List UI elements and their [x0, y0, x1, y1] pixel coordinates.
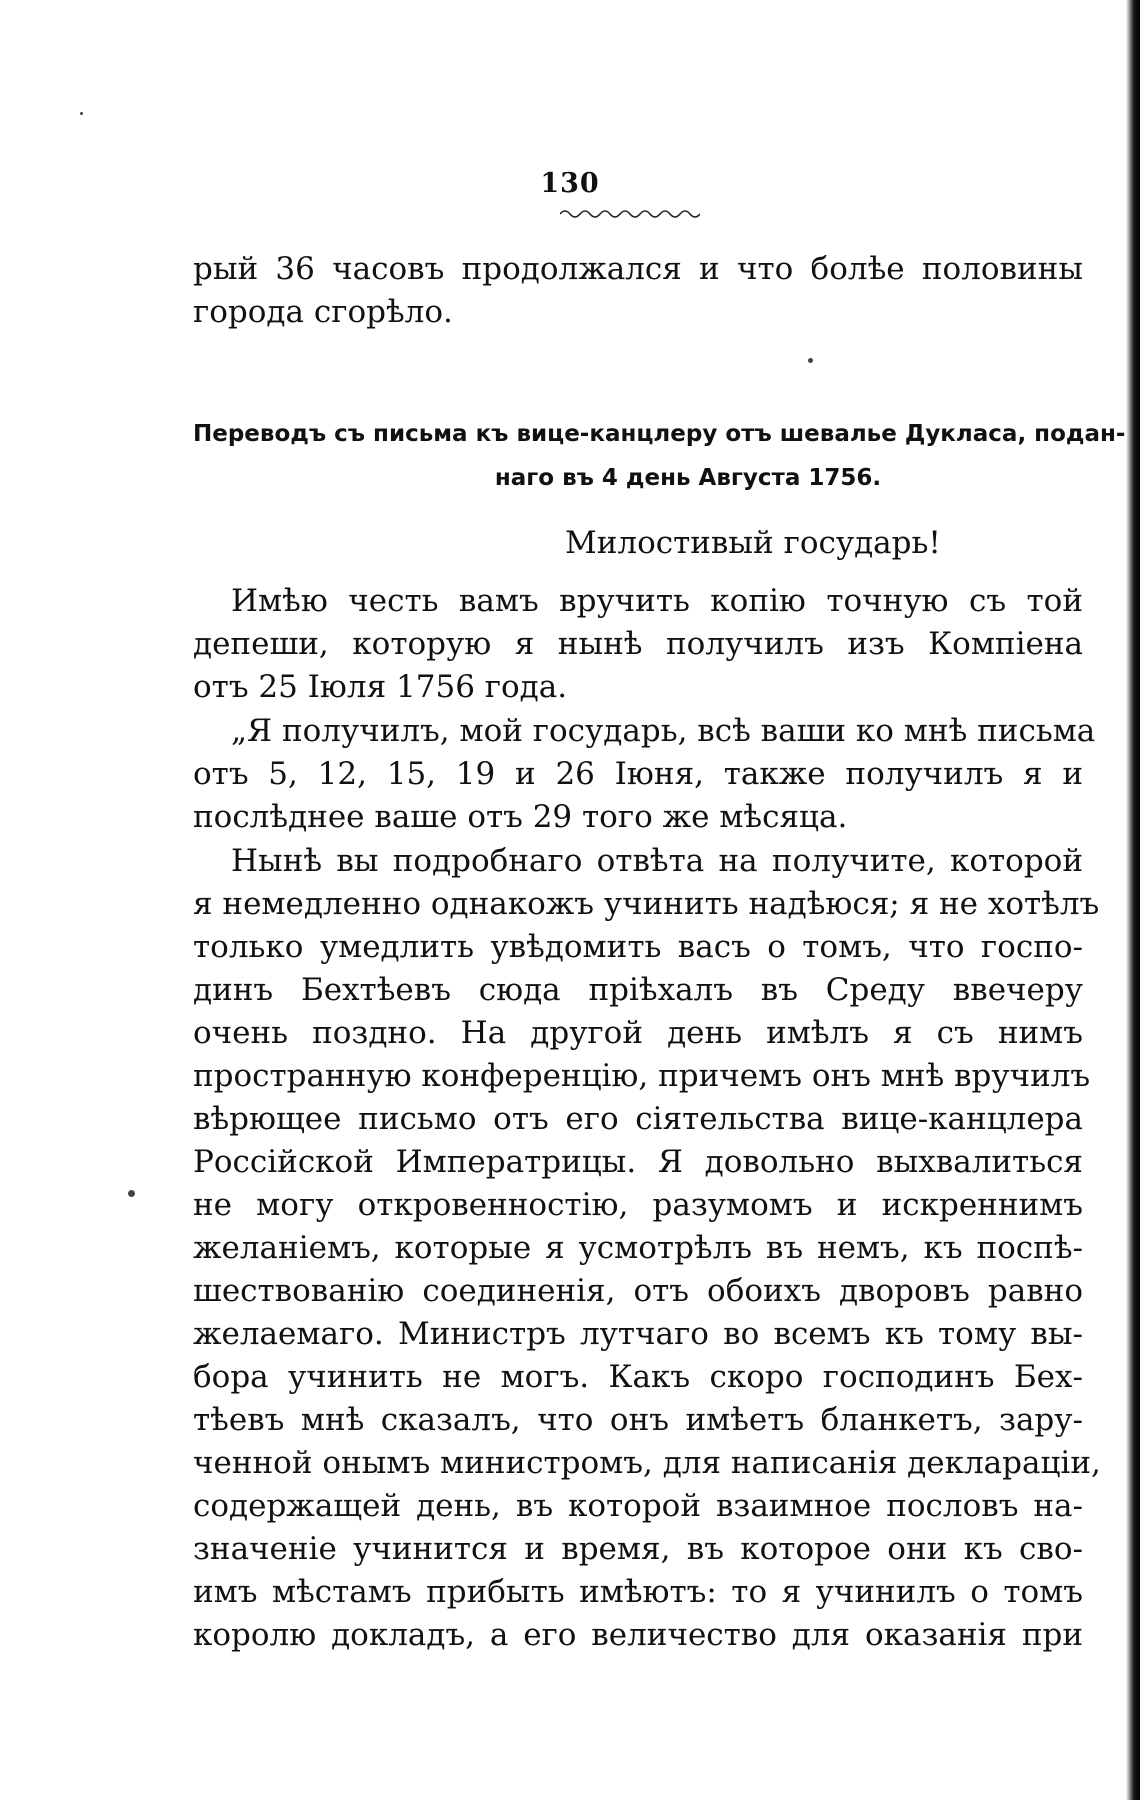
text-line: шествованію соединенія, отъ обоихъ дворовъ равно [193, 1273, 1083, 1309]
salutation: Милостивый государь! [565, 525, 941, 561]
paragraph-1 [193, 580, 1083, 709]
text-line: я немедленно однакожъ учинить надѣюся; я не хотѣлъ [193, 886, 1100, 922]
text-line: рый 36 часовъ продолжался и что болѣе половины [193, 251, 1083, 287]
text-line: значеніе учинится и время, въ которое они къ сво- [193, 1531, 1083, 1567]
text-line: не могу откровенностію, разумомъ и искреннимъ [193, 1187, 1083, 1223]
text-line: „Я получилъ, мой государь, всѣ ваши ко мнѣ письма [231, 713, 1096, 749]
scan-speck [80, 112, 83, 115]
text-line: Россійской Императрицы. Я довольно выхвалиться [193, 1144, 1083, 1180]
text-line: отъ 5, 12, 15, 19 и 26 Іюня, также получилъ я и [193, 756, 1083, 792]
text-line: депеши, которую я нынѣ получилъ изъ Компіена [193, 626, 1083, 662]
continuation-paragraph [193, 248, 1083, 334]
text-line: Нынѣ вы подробнаго отвѣта на получите, которой [231, 843, 1083, 879]
text-line: ченной онымъ министромъ, для написанія деклараціи, [193, 1445, 1101, 1481]
heading-line: Переводъ съ письма къ вице-канцлеру отъ шевалье Дукласа, подан- [193, 421, 1126, 447]
text-line: вѣрющее письмо отъ его сіятельства вице-канцлера [193, 1101, 1083, 1137]
text-line: только умедлить увѣдомить васъ о томъ, что госпо- [193, 929, 1083, 965]
text-line: города сгорѣло. [193, 294, 453, 330]
text-line: королю докладъ, а его величество для оказанія при [193, 1617, 1083, 1653]
text-line: тѣевъ мнѣ сказалъ, что онъ имѣетъ бланкетъ, зару- [193, 1402, 1083, 1438]
text-line: имъ мѣстамъ прибыть имѣютъ: то я учинилъ о томъ [193, 1574, 1083, 1610]
text-line: отъ 25 Іюля 1756 года. [193, 669, 568, 705]
text-line: желаемаго. Министръ лутчаго во всемъ къ тому вы- [193, 1316, 1083, 1352]
page-edge-shadow [1126, 0, 1140, 1800]
text-line: желаніемъ, которые я усмотрѣлъ въ немъ, къ поспѣ- [193, 1230, 1083, 1266]
wavy-rule-ornament [560, 208, 700, 220]
paragraph-2 [193, 710, 1096, 839]
scan-speck [128, 1190, 135, 1197]
text-line: пространную конференцію, причемъ онъ мнѣ вручилъ [193, 1058, 1091, 1094]
text-line: динъ Бехтѣевъ сюда пріѣхалъ въ Среду ввечеру [193, 972, 1083, 1008]
text-line: очень поздно. На другой день имѣлъ я съ нимъ [193, 1015, 1083, 1051]
paragraph-3 [193, 840, 1101, 1657]
text-line: бора учинить не могъ. Какъ скоро господинъ Бех- [193, 1359, 1083, 1395]
text-line: послѣднее ваше отъ 29 того же мѣсяца. [193, 799, 848, 835]
heading-line: наго въ 4 день Августа 1756. [494, 465, 882, 491]
letter-heading [193, 412, 1126, 500]
page-number: 130 [540, 168, 600, 199]
text-line: содержащей день, въ которой взаимное пословъ на- [193, 1488, 1083, 1524]
text-line: Имѣю честь вамъ вручить копію точную съ той [231, 583, 1083, 619]
scan-speck [808, 358, 813, 363]
